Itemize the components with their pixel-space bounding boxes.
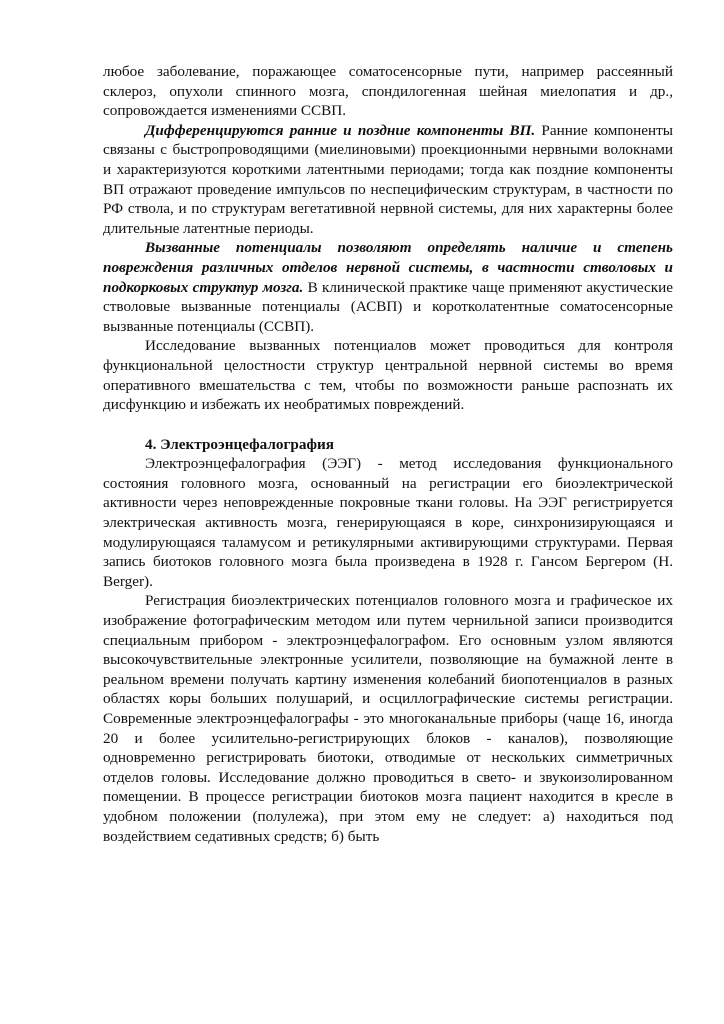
section-heading: 4. Электроэнцефалография: [145, 435, 334, 453]
paragraph-components-text: Ранние компоненты связаны с быстропроводящими (миелиновыми) проекционными нервными волокнами и характеризуются короткими латентными периодами; тогда как поздние компоненты ВП отражают проведение импульсов по неспецифическим структурам, в частности по РФ ствола, и по структурам вегетативной нервной системы, для них характерны более длительные латентные периоды.: [103, 121, 673, 237]
document-page: [103, 62, 673, 846]
paragraph-evoked-potentials-text: В клинической практике чаще применяют акустические стволовые вызванные потенциалы (АСВП) и коротколатентные соматосенсорные вызванные потенциалы (ССВП).: [103, 278, 673, 335]
paragraph-components-lead: Дифференцируются ранние и поздние компоненты ВП.: [145, 121, 536, 139]
paragraph-components: [103, 121, 673, 239]
paragraph-evoked-potentials: [103, 238, 673, 336]
section-spacer: [103, 415, 673, 435]
paragraph-monitoring: Исследование вызванных потенциалов может проводиться для контроля функциональной целостности структур центральной нервной системы во время оперативного вмешательства с тем, чтобы по возможности раньше распознать их дисфункцию и избежать их необратимых повреждений.: [103, 337, 673, 414]
paragraph-evoked-potentials-lead: Вызванные потенциалы позволяют определять наличие и степень повреждения различных отделов нервной системы, в частности стволовых и подкорковых структур мозга.: [103, 239, 673, 296]
paragraph-eeg-recording: Регистрация биоэлектрических потенциалов головного мозга и графическое их изображение фотографическим методом или путем чернильной записи производится специальным прибором - электроэнцефалографом. Его основным узлом являются высокочувствительные электронные усилители, позволяющие на бумажной ленте в реальном времени получать картину изменения колебаний биопотенциалов в разных областях коры больших полушарий, и осциллографические системы регистрации. Современные электроэнцефалографы - это многоканальные приборы (чаще 16, иногда 20 и более усилительно-регистрирующих блоков - каналов), позволяющие одновременно регистрировать биотоки, отводимые от нескольких симметричных отделов головы. Исследование должно проводиться в свето- и звукоизолированном помещении. В процессе регистрации биотоков мозга пациент находится в кресле в удобном положении (полулежа), при этом ему не следует: а) находиться под воздействием седативных средств; б) быть: [103, 592, 673, 845]
paragraph-eeg-definition: Электроэнцефалография (ЭЭГ) - метод исследования функционального состояния головного мозга, основанный на регистрации его биоэлектрической активности через неповрежденные покровные ткани головы. На ЭЭГ регистрируется электрическая активность мозга, генерирующаяся в коре, синхронизирующаяся и модулирующаяся таламусом и ретикулярными активирующими структурами. Первая запись биотоков головного мозга была произведена в 1928 г. Гансом Бергером (H. Berger).: [103, 455, 673, 590]
paragraph-continuation: любое заболевание, поражающее соматосенсорные пути, например рассеянный склероз, опухоли спинного мозга, спондилогенная шейная миелопатия и др., сопровождается изменениями ССВП.: [103, 63, 673, 120]
